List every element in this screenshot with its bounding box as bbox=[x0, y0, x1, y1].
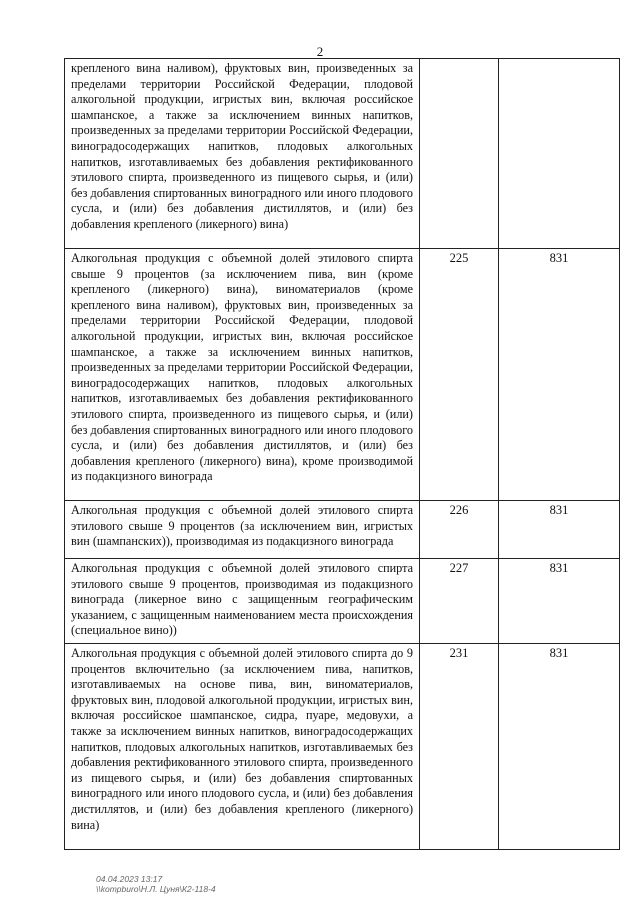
footer-path: \\kompburo\Н.Л. Цуня\К2-118-4 bbox=[96, 884, 216, 894]
page-number: 2 bbox=[316, 44, 324, 59]
row-description: Алкогольная продукция с объемной долей этилового спирта свыше 9 процентов (за исключением пива, вин (кроме крепленого (ликерного) вина), виноматериалов (кроме крепленого вина наливом), фруктовых вин, произведенных за пределами территории Российской Федерации, плодовой алкогольной продукции, игристых вин, включая российское шампанское, а также за исключением винных напитков, произведенных за пределами территории Российской Федерации, виноградосодержащих напитков, плодовых алкогольных напитков, изготавливаемых без добавления ректификованного этилового спирта, произведенного из пищевого сырья, и (или) без добавления спиртованных виноградного или иного плодового сусла, и (или) без добавления дистиллятов, и (или) без добавления крепленого (ликерного) вина), кроме производимой из подакцизного винограда bbox=[65, 249, 420, 501]
footer-timestamp: 04.04.2023 13:17 bbox=[96, 874, 163, 884]
row-code: 227 bbox=[420, 559, 499, 644]
table-row bbox=[65, 249, 620, 501]
row-code: 225 bbox=[420, 249, 499, 501]
table-row bbox=[65, 59, 620, 249]
row-code: 231 bbox=[420, 643, 499, 849]
codes-table bbox=[64, 58, 620, 850]
row-unit-code: 831 bbox=[499, 643, 620, 849]
row-unit-code: 831 bbox=[499, 559, 620, 644]
row-unit-code: 831 bbox=[499, 501, 620, 559]
file-footer bbox=[96, 874, 216, 894]
row-code: 226 bbox=[420, 501, 499, 559]
row-unit-code: 831 bbox=[499, 249, 620, 501]
row-description: крепленого вина наливом), фруктовых вин, произведенных за пределами территории Российской Федерации, плодовой алкогольной продукции, игристых вин, включая российское шампанское, а также за исключением винных напитков, произведенных за пределами территории Российской Федерации, виноградосодержащих напитков, плодовых алкогольных напитков, изготавливаемых без добавления ректификованного этилового спирта, произведенного из пищевого сырья, и (или) без добавления спиртованных виноградного или иного плодового сусла, и (или) без добавления дистиллятов, и (или) без добавления крепленого (ликерного) вина) bbox=[65, 59, 420, 249]
row-code bbox=[420, 59, 499, 249]
table-row bbox=[65, 501, 620, 559]
row-description: Алкогольная продукция с объемной долей этилового спирта этилового свыше 9 процентов, производимая из подакцизного винограда (ликерное вино с защищенным географическим указанием, с защищенным наименованием места происхождения (специальное вино)) bbox=[65, 559, 420, 644]
table-row bbox=[65, 559, 620, 644]
row-description: Алкогольная продукция с объемной долей этилового спирта этилового свыше 9 процентов (за исключением вин, игристых вин (шампанских)), производимая из подакцизного винограда bbox=[65, 501, 420, 559]
table-row bbox=[65, 643, 620, 849]
row-unit-code bbox=[499, 59, 620, 249]
row-description: Алкогольная продукция с объемной долей этилового спирта до 9 процентов включительно (за исключением пива, напитков, изготавливаемых на основе пива, вин, виноматериалов, фруктовых вин, плодовой алкогольной продукции, игристых вин, включая российское шампанское, сидра, пуаре, медовухи, а также за исключением винных напитков, виноградосодержащих напитков, плодовых алкогольных напитков, изготавливаемых без добавления ректификованного этилового спирта, произведенного из пищевого сырья, и (или) без добавления спиртованных виноградного или иного плодового сусла, и (или) без добавления дистиллятов, и (или) без добавления крепленого (ликерного) вина) bbox=[65, 643, 420, 849]
